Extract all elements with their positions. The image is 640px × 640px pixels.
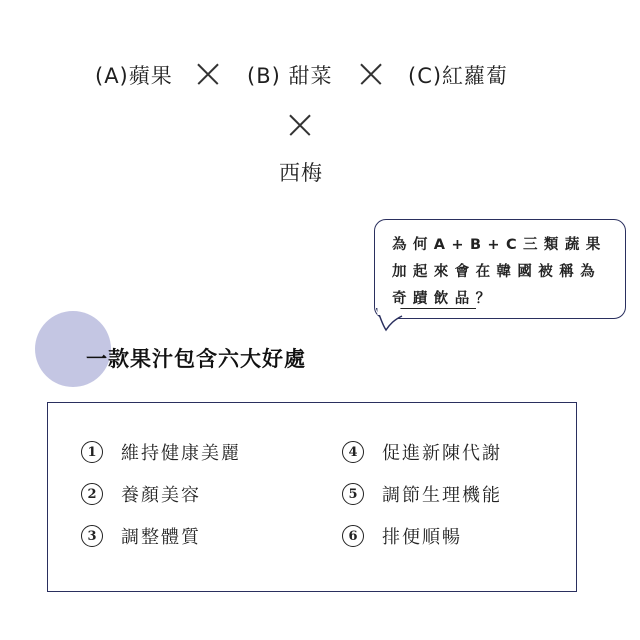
bubble-line-3 — [392, 287, 497, 308]
benefits-box — [47, 402, 577, 592]
benefit-item — [342, 481, 502, 507]
benefit-label: 促進新陳代謝 — [382, 443, 502, 464]
number-circle-icon: 6 — [342, 525, 364, 547]
section-heading: 一款果汁包含六大好處 — [86, 347, 306, 371]
ingredient-beet: (B) 甜菜 — [247, 64, 333, 88]
miracle-drink-text: 奇蹟飲品 — [392, 291, 476, 307]
benefit-item — [81, 439, 241, 465]
number-circle-icon: 3 — [81, 525, 103, 547]
number-circle-icon: 5 — [342, 483, 364, 505]
bubble-line-2: 加起來會在韓國被稱為 — [392, 264, 601, 280]
bubble-line-1: 為何A+B+C三類蔬果 — [392, 237, 607, 253]
benefit-label: 排便順暢 — [382, 527, 462, 548]
benefit-item — [81, 523, 201, 549]
benefit-item — [342, 439, 502, 465]
question-speech-bubble — [374, 219, 626, 319]
ingredient-apple: (A)蘋果 — [95, 64, 173, 88]
benefit-item — [342, 523, 462, 549]
number-circle-icon: 1 — [81, 441, 103, 463]
benefit-label: 養顏美容 — [121, 485, 201, 506]
benefit-item — [81, 481, 201, 507]
multiply-icon — [197, 63, 219, 85]
multiply-icon — [360, 63, 382, 85]
multiply-icon — [289, 114, 311, 136]
benefit-label: 調整體質 — [121, 527, 201, 548]
benefit-label: 維持健康美麗 — [121, 443, 241, 464]
speech-bubble-tail — [376, 308, 406, 332]
ingredient-prune: 西梅 — [279, 161, 323, 185]
number-circle-icon: 4 — [342, 441, 364, 463]
number-circle-icon: 2 — [81, 483, 103, 505]
benefit-label: 調節生理機能 — [382, 485, 502, 506]
ingredient-carrot: (C)紅蘿蔔 — [408, 64, 509, 88]
question-mark: ？ — [475, 291, 497, 307]
